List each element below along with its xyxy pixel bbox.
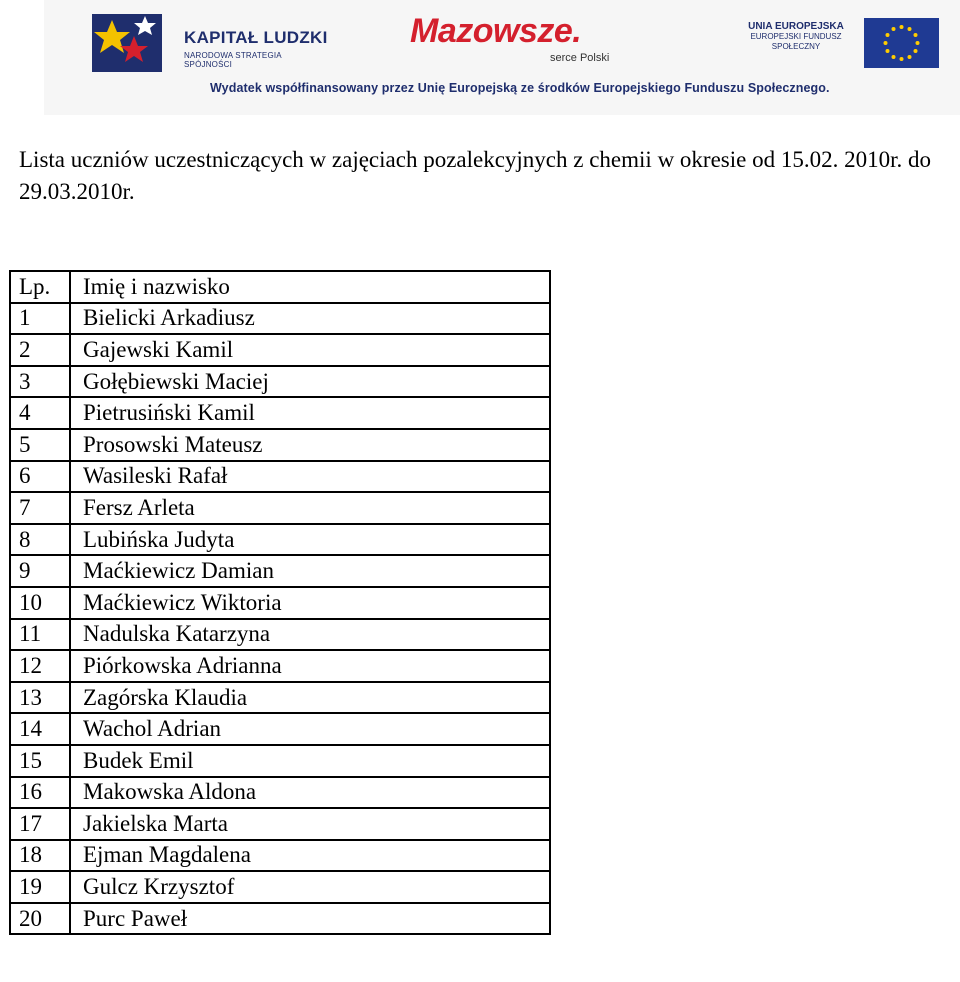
kapital-ludzki-logo [90, 6, 330, 76]
mazowsze-logo [410, 12, 640, 72]
table-row [10, 777, 550, 809]
eu-subtitle: EUROPEJSKI FUNDUSZ SPOŁECZNY [750, 32, 842, 51]
table-row [10, 808, 550, 840]
student-name: Jakielska Marta [70, 808, 550, 840]
row-number: 14 [10, 713, 70, 745]
table-row [10, 429, 550, 461]
row-number: 8 [10, 524, 70, 556]
student-name: Nadulska Katarzyna [70, 619, 550, 651]
student-name: Piórkowska Adrianna [70, 650, 550, 682]
row-number: 18 [10, 840, 70, 872]
row-number: 15 [10, 745, 70, 777]
row-number: 7 [10, 492, 70, 524]
row-number: 12 [10, 650, 70, 682]
row-number: 13 [10, 682, 70, 714]
row-number: 4 [10, 397, 70, 429]
table-row [10, 650, 550, 682]
table-row [10, 871, 550, 903]
student-name: Prosowski Mateusz [70, 429, 550, 461]
student-name: Pietrusiński Kamil [70, 397, 550, 429]
row-number: 9 [10, 555, 70, 587]
table-row [10, 524, 550, 556]
table-row [10, 713, 550, 745]
table-row [10, 840, 550, 872]
student-name: Lubińska Judyta [70, 524, 550, 556]
table-row [10, 334, 550, 366]
row-number: 11 [10, 619, 70, 651]
student-name: Bielicki Arkadiusz [70, 303, 550, 335]
row-number: 5 [10, 429, 70, 461]
student-name: Maćkiewicz Wiktoria [70, 587, 550, 619]
row-number: 10 [10, 587, 70, 619]
mazowsze-subtitle: serce Polski [550, 52, 610, 64]
student-name: Gajewski Kamil [70, 334, 550, 366]
row-number: 3 [10, 366, 70, 398]
row-number: 6 [10, 461, 70, 493]
students-table [9, 270, 551, 935]
eu-title: UNIA EUROPEJSKA [748, 21, 844, 32]
kapital-ludzki-subtitle: NARODOWA STRATEGIA SPÓJNOŚCI [184, 51, 282, 69]
student-name: Fersz Arleta [70, 492, 550, 524]
table-row [10, 492, 550, 524]
table-row [10, 745, 550, 777]
row-number: 2 [10, 334, 70, 366]
table-row [10, 555, 550, 587]
student-name: Zagórska Klaudia [70, 682, 550, 714]
row-number: 1 [10, 303, 70, 335]
header-lp: Lp. [10, 271, 70, 303]
kapital-ludzki-title: KAPITAŁ LUDZKI [184, 28, 328, 47]
cofinancing-caption: Wydatek współfinansowany przez Unię Europejską ze środków Europejskiego Funduszu Społecznego. [210, 81, 830, 95]
student-name: Makowska Aldona [70, 777, 550, 809]
table-header-row [10, 271, 550, 303]
header-banner [44, 0, 960, 115]
table-row [10, 461, 550, 493]
student-name: Gołębiewski Maciej [70, 366, 550, 398]
student-name: Wasileski Rafał [70, 461, 550, 493]
row-number: 19 [10, 871, 70, 903]
table-row [10, 682, 550, 714]
document-title: Lista uczniów uczestniczących w zajęciach pozalekcyjnych z chemii w okresie od 15.02. 2010r. do 29.03.2010r. [19, 147, 931, 204]
student-name: Ejman Magdalena [70, 840, 550, 872]
student-name: Gulcz Krzysztof [70, 871, 550, 903]
eu-flag-icon [864, 18, 939, 68]
table-row [10, 619, 550, 651]
table-row [10, 903, 550, 935]
row-number: 16 [10, 777, 70, 809]
table-row [10, 397, 550, 429]
row-number: 20 [10, 903, 70, 935]
table-row [10, 366, 550, 398]
header-name: Imię i nazwisko [70, 271, 550, 303]
student-name: Wachol Adrian [70, 713, 550, 745]
mazowsze-title: Mazowsze. [410, 12, 582, 50]
table-row [10, 587, 550, 619]
student-name: Purc Paweł [70, 903, 550, 935]
table-row [10, 303, 550, 335]
kapital-ludzki-emblem-icon [90, 6, 180, 76]
eu-logo [744, 16, 959, 76]
student-name: Budek Emil [70, 745, 550, 777]
student-name: Maćkiewicz Damian [70, 555, 550, 587]
row-number: 17 [10, 808, 70, 840]
